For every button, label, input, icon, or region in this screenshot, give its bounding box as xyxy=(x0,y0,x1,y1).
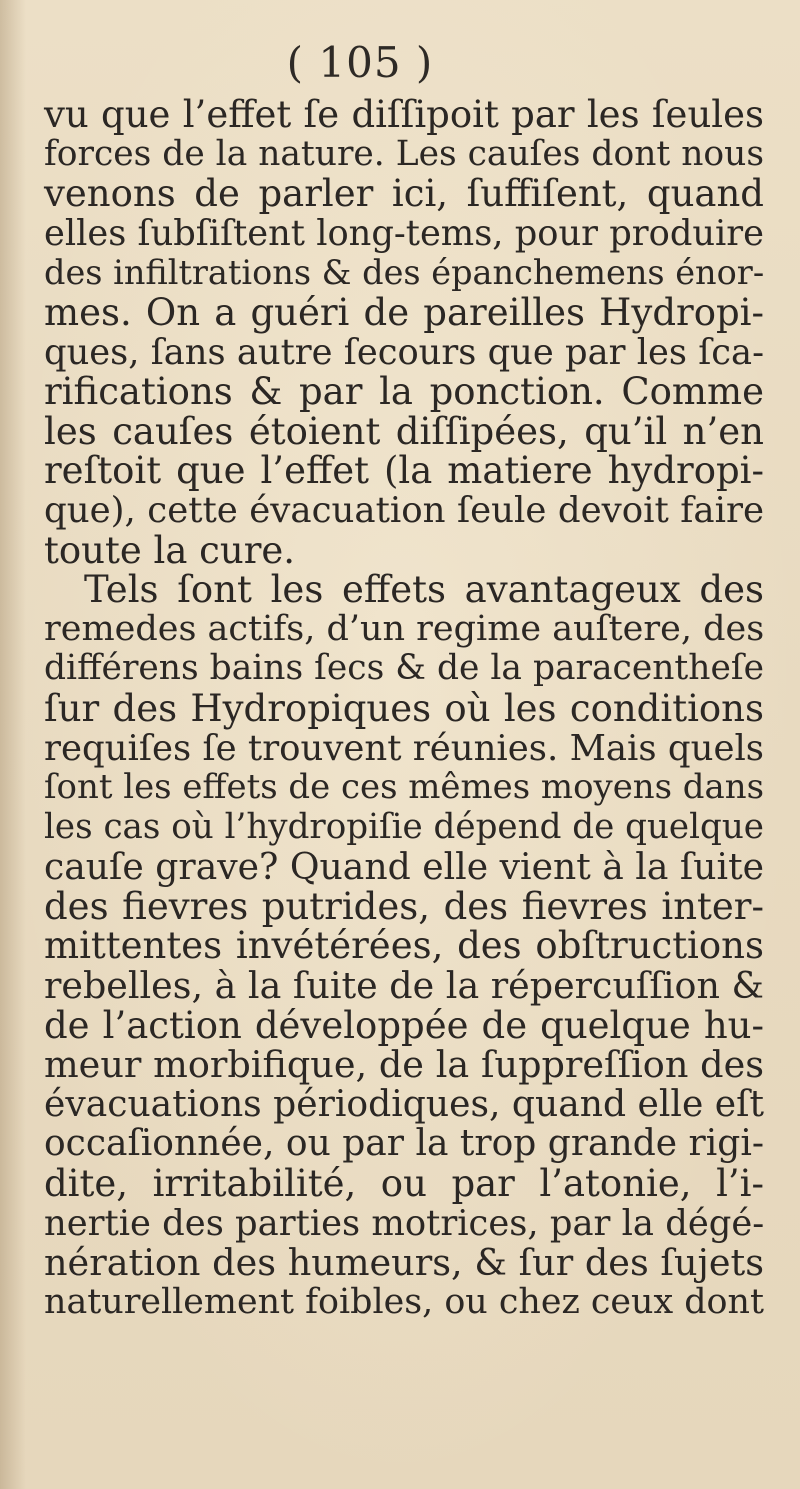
text-line: mes. On a guéri de pareilles Hydropi- xyxy=(44,290,764,334)
text-line: cauſe grave? Quand elle vient à la ſuite xyxy=(44,845,764,889)
text-line: nertie des parties motrices, par la dégé- xyxy=(44,1202,765,1244)
text-line: des fievres putrides, des fievres inter- xyxy=(44,884,764,928)
text-line: elles ſubſiſtent long-tems, pour produire xyxy=(44,212,764,254)
body-text xyxy=(44,95,764,1322)
text-line: rebelles, à la ſuite de la répercuſſion & xyxy=(44,964,764,1008)
text-line: reſtoit que l’effet (la matiere hydropi- xyxy=(44,449,764,493)
text-line: mittentes invétérées, des obſtructions xyxy=(44,924,764,968)
text-line: ſur des Hydropiques où les conditions xyxy=(44,686,764,730)
page-number: ( 105 ) xyxy=(286,38,434,87)
text-line: des infiltrations & des épanchemens énor- xyxy=(44,253,765,293)
text-line: ques, ſans autre ſecours que par les ſca- xyxy=(44,331,764,373)
text-line: évacuations périodiques, quand elle eſt xyxy=(44,1082,764,1125)
spine-shadow xyxy=(0,0,26,1489)
text-line: requiſes ſe trouvent réunies. Mais quels xyxy=(44,727,764,769)
text-line: toute la cure. xyxy=(44,528,296,572)
text-line: dite, irritabilité, ou par l’atonie, l’i- xyxy=(44,1162,764,1206)
text-line: que), cette évacuation ſeule devoit faire xyxy=(44,489,764,531)
text-line: rifications & par la ponction. Comme xyxy=(44,370,764,414)
text-line: venons de parler ici, ſuffiſent, quand xyxy=(44,172,764,216)
text-line: occaſionnée, ou par la trop grande rigi- xyxy=(44,1123,764,1165)
text-line: naturellement foibles, ou chez ceux dont xyxy=(44,1281,764,1322)
text-line: différens bains ſecs & de la paracentheſe xyxy=(44,648,764,689)
text-line: les cas où l’hydropiſie dépend de quelque xyxy=(44,806,764,847)
text-line: les cauſes étoient diſſipées, qu’il n’en xyxy=(44,409,764,453)
text-line: meur morbifique, de la ſuppreſſion des xyxy=(44,1043,764,1087)
text-line: forces de la nature. Les cauſes dont nous xyxy=(44,133,764,174)
text-line: remedes actifs, d’un regime auſtere, des xyxy=(44,608,765,649)
text-line: ſont les effets de ces mêmes moyens dans xyxy=(44,768,764,808)
text-line: de l’action développée de quelque hu- xyxy=(44,1003,764,1047)
text-line: nération des humeurs, & ſur des ſujets xyxy=(44,1241,764,1285)
text-line: vu que l’effet ſe diſſipoit par les ſeules xyxy=(44,93,764,136)
text-line: Tels ſont les effets avantageux des xyxy=(84,568,764,612)
